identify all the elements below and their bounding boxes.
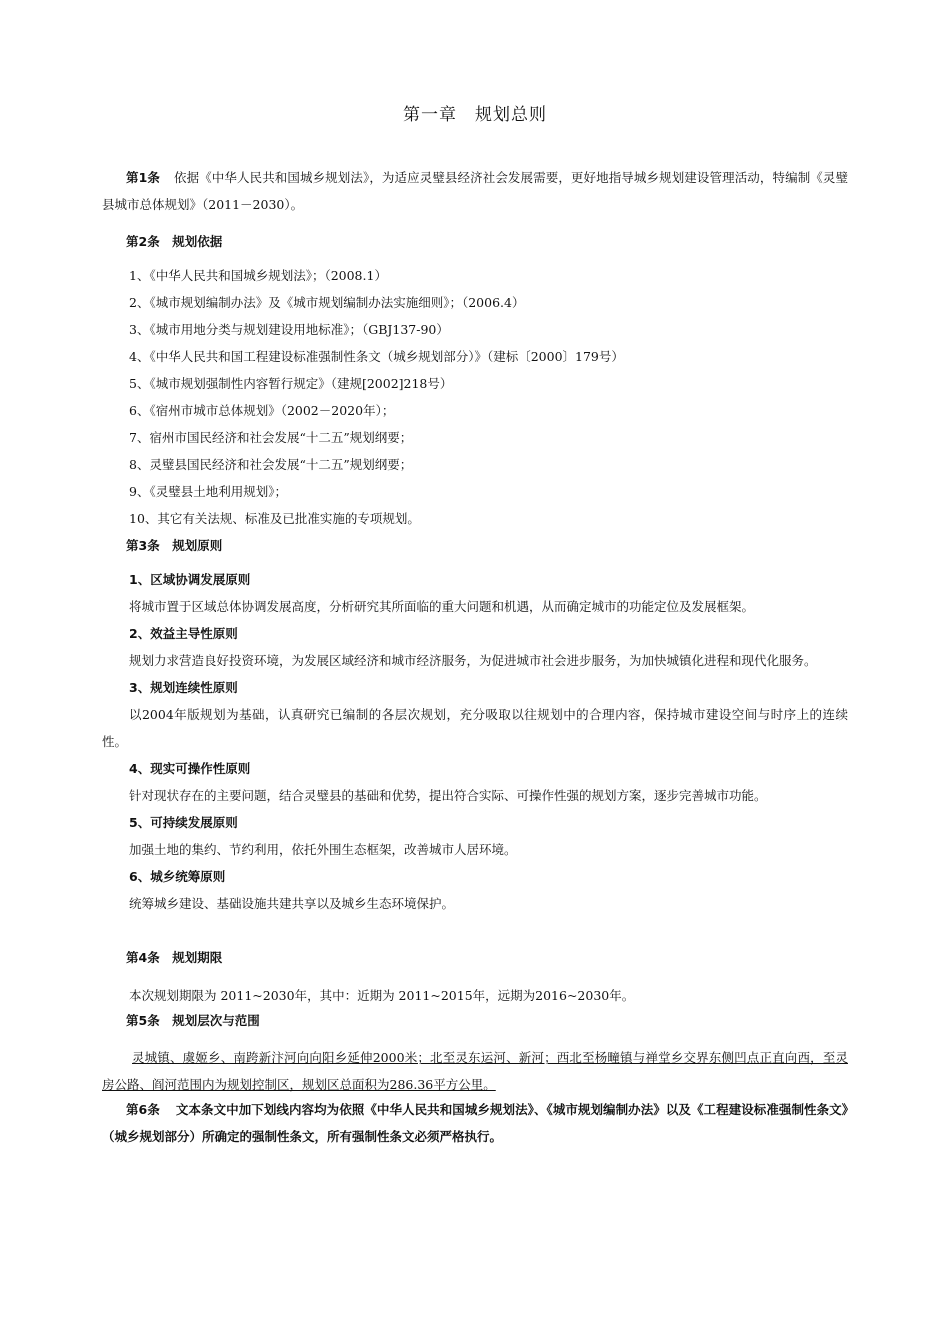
chapter-title: 第一章 规划总则	[403, 105, 547, 125]
article-1-text: 依据《中华人民共和国城乡规划法》，为适应灵璧县经济社会发展需要，更好地指导城乡规划建设管理活动，特编制《灵璧县城市总体规划》（2011－2030）。	[102, 170, 848, 212]
principle-text: 将城市置于区域总体协调发展高度，分析研究其所面临的重大问题和机遇，从而确定城市的功能定位及发展框架。	[129, 599, 755, 614]
list-item: 4、《中华人民共和国工程建设标准强制性条文（城乡规划部分）》（建标〔2000〕179号）	[129, 349, 624, 364]
article-4-text: 本次规划期限为 2011~2030年，其中：近期为 2011~2015年，远期为2016~2030年。	[129, 988, 635, 1003]
article-2-list	[102, 262, 848, 532]
principle-title: 3、规划连续性原则	[129, 680, 238, 695]
list-item: 6、《宿州市城市总体规划》（2002－2020年）；	[129, 403, 395, 418]
list-item: 9、《灵璧县土地利用规划》；	[129, 484, 287, 499]
principle-text: 加强土地的集约、节约利用，依托外围生态框架，改善城市人居环境。	[129, 842, 517, 857]
list-item: 10、其它有关法规、标准及已批准实施的专项规划。	[129, 511, 420, 526]
list-item: 1、《中华人民共和国城乡规划法》；（2008.1）	[129, 268, 387, 283]
principle-title: 1、区域协调发展原则	[129, 572, 251, 587]
principle-title: 6、城乡统筹原则	[129, 869, 226, 884]
article-3-heading: 第3条 规划原则	[126, 538, 223, 553]
article-4-body	[102, 982, 848, 1009]
article-5-heading: 第5条 规划层次与范围	[126, 1013, 260, 1028]
principle-title: 4、现实可操作性原则	[129, 761, 251, 776]
list-item: 3、《城市用地分类与规划建设用地标准》；（GBJ137-90）	[129, 322, 449, 337]
article-2	[102, 228, 848, 255]
article-6	[102, 1096, 848, 1150]
principle-title: 5、可持续发展原则	[129, 815, 238, 830]
article-6-text: 文本条文中加下划线内容均为依照《中华人民共和国城乡规划法》、《城市规划编制办法》以及《工程建设标准强制性条文》（城乡规划部分）所确定的强制性条文，所有强制性条文必须严格执行。	[102, 1102, 848, 1144]
list-item: 7、宿州市国民经济和社会发展“十二五”规划纲要；	[129, 430, 413, 445]
principle-text: 以2004年版规划为基础，认真研究已编制的各层次规划，充分吸取以往规划中的合理内容，保持城市建设空间与时序上的连续性。	[102, 707, 848, 749]
list-item: 8、灵璧县国民经济和社会发展“十二五”规划纲要；	[129, 457, 413, 472]
article-2-heading: 第2条 规划依据	[126, 234, 223, 249]
article-5	[102, 1007, 848, 1034]
list-item: 2、《城市规划编制办法》及《城市规划编制办法实施细则》；（2006.4）	[129, 295, 525, 310]
principle-text: 针对现状存在的主要问题，结合灵璧县的基础和优势，提出符合实际、可操作性强的规划方案，逐步完善城市功能。	[129, 788, 767, 803]
article-5-text: 灵城镇、虞姬乡、南跨新汴河向向阳乡延伸2000米；北至灵东运河、新河；西北至杨疃镇与禅堂乡交界东侧凹点正直向西，至灵房公路、阎河范围内为规划控制区，规划区总面积为286.36平方公里。	[102, 1050, 848, 1092]
article-1	[102, 164, 848, 218]
article-4-heading: 第4条 规划期限	[126, 950, 223, 965]
article-3	[102, 532, 848, 559]
principle-title: 2、效益主导性原则	[129, 626, 238, 641]
principle-text: 规划力求营造良好投资环境，为发展区域经济和城市经济服务，为促进城市社会进步服务，为加快城镇化进程和现代化服务。	[129, 653, 817, 668]
article-1-label: 第1条	[126, 170, 160, 185]
list-item: 5、《城市规划强制性内容暂行规定》（建规[2002]218号）	[129, 376, 453, 391]
article-6-label: 第6条	[126, 1102, 160, 1117]
principle-text: 统筹城乡建设、基础设施共建共享以及城乡生态环境保护。	[129, 896, 455, 911]
article-3-principles	[102, 566, 848, 917]
article-4	[102, 944, 848, 971]
